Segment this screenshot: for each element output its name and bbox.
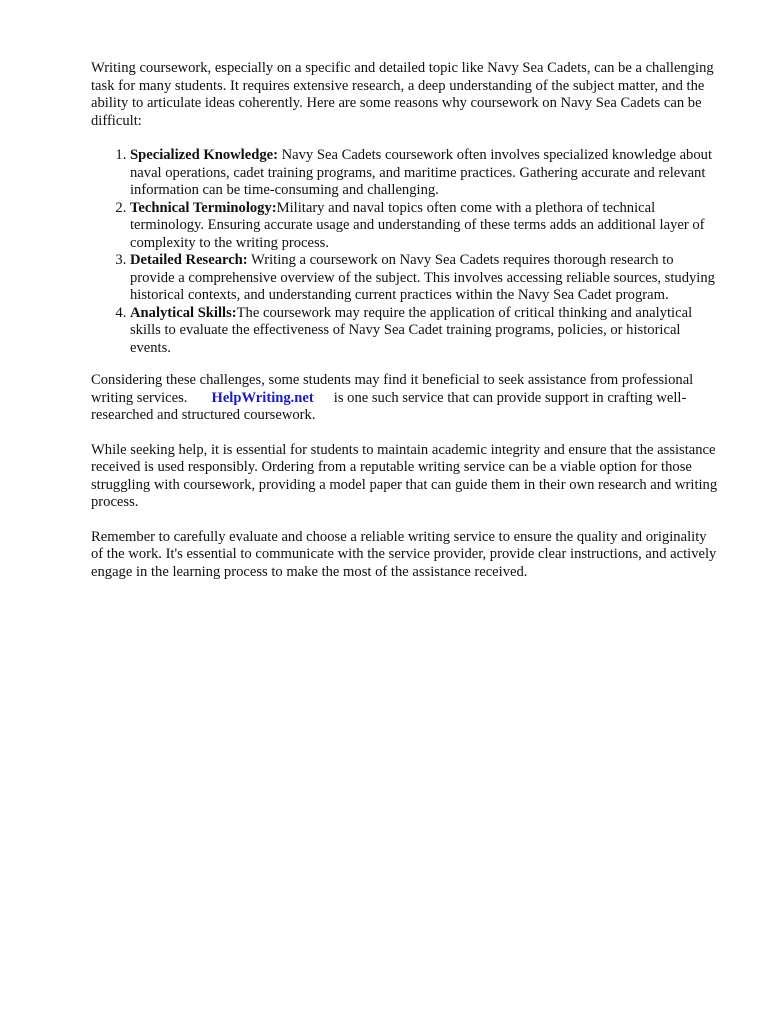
list-item bbox=[130, 252, 719, 305]
list-item bbox=[130, 147, 719, 200]
assistance-text-before: Considering these challenges, some students may find it beneficial to seek assistance from professional writing services. bbox=[91, 372, 694, 406]
reason-text: Navy Sea Cadets coursework often involves specialized knowledge about naval operations, cadet training programs, and maritime practices. Gathering accurate and relevant information can be time-consuming and challenging. bbox=[130, 147, 713, 198]
list-item bbox=[130, 200, 719, 253]
remember-paragraph: Remember to carefully evaluate and choose a reliable writing service to ensure the quality and originality of the work. It's essential to communicate with the service provider, provide clear instructions, and actively engage in the learning process to make the most of the assistance received. bbox=[91, 528, 717, 580]
reason-term: Technical Terminology: bbox=[130, 199, 277, 216]
help-paragraph: While seeking help, it is essential for students to maintain academic integrity and ensure that the assistance received is used responsibly. Ordering from a reputable writing service can be a viable option for those struggling with coursework, providing a model paper that can guide them in their own research and writing process. bbox=[91, 441, 718, 510]
reason-term: Analytical Skills: bbox=[130, 304, 237, 321]
intro-paragraph: Writing coursework, especially on a specific and detailed topic like Navy Sea Cadets, can be a challenging task for many students. It requires extensive research, a deep understanding of the subject matter, and the ability to articulate ideas coherently. Here are some reasons why coursework on Navy Sea Cadets can be difficult: bbox=[91, 60, 714, 129]
reason-text: The coursework may require the application of critical thinking and analytical skills to evaluate the effectiveness of Navy Sea Cadet training programs, policies, or historical events. bbox=[130, 304, 693, 356]
reason-term: Specialized Knowledge: bbox=[130, 147, 278, 163]
reasons-list bbox=[91, 147, 719, 357]
list-item bbox=[130, 305, 719, 358]
assistance-text-after: is one such service that can provide support in crafting well-researched and structured coursework. bbox=[91, 389, 687, 423]
reason-text: Writing a coursework on Navy Sea Cadets requires thorough research to provide a comprehensive overview of the subject. This involves accessing reliable sources, studying historical contexts, and understanding current practices within the Navy Sea Cadet program. bbox=[130, 252, 715, 303]
reason-text: Military and naval topics often come with a plethora of technical terminology. Ensuring accurate usage and understanding of these terms adds an additional layer of complexity to the writing process. bbox=[130, 199, 705, 251]
helpwriting-link[interactable]: HelpWriting.net bbox=[211, 389, 314, 406]
assistance-paragraph bbox=[91, 372, 719, 425]
reason-term: Detailed Research: bbox=[130, 252, 248, 268]
document-page bbox=[91, 60, 719, 598]
